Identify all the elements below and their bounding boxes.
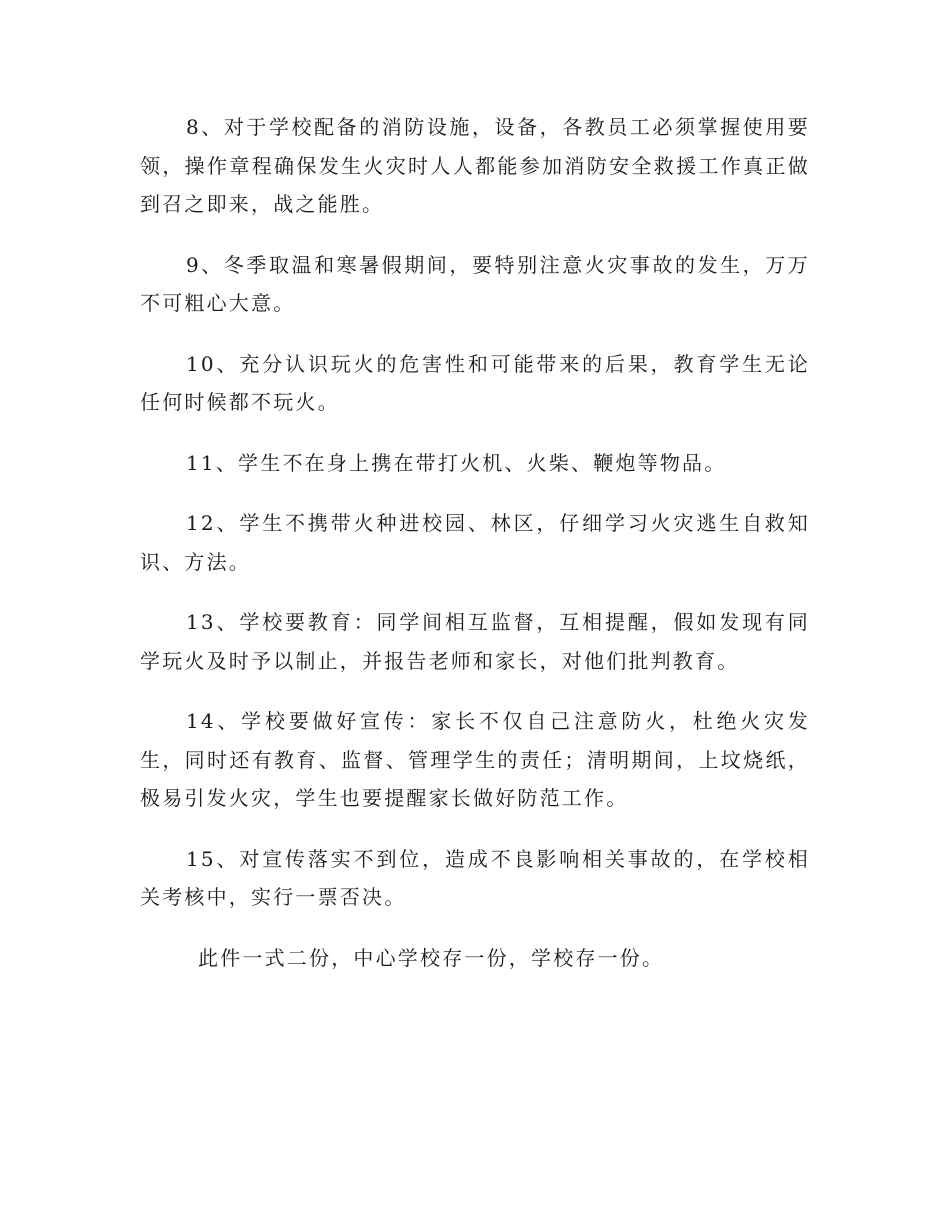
rule-item-9: 9、冬季取温和寒暑假期间，要特别注意火灾事故的发生，万万不可粗心大意。 (140, 252, 810, 315)
closing-note: 此件一式二份，中心学校存一份，学校存一份。 (198, 945, 665, 970)
rule-item-8: 8、对于学校配备的消防设施，设备，各教员工必须掌握使用要领，操作章程确保发生火灾时人人都能参加消防安全救援工作真正做到召之即来，战之能胜。 (140, 115, 810, 216)
rule-item-15: 15、对宣传落实不到位，造成不良影响相关事故的，在学校相关考核中，实行一票否决。 (140, 846, 810, 909)
rule-item-11: 11、学生不在身上携在带打火机、火柴、鞭炮等物品。 (186, 450, 727, 475)
rule-item-14: 14、学校要做好宣传：家长不仅自己注意防火，杜绝火灾发生，同时还有教育、监督、管理学生的责任；清明期间，上坟烧纸，极易引发火灾，学生也要提醒家长做好防范工作。 (140, 709, 810, 810)
rule-item-12: 12、学生不携带火种进校园、林区，仔细学习火灾逃生自救知识、方法。 (140, 511, 810, 574)
document-body (140, 108, 810, 999)
rule-item-13: 13、学校要教育：同学间相互监督，互相提醒，假如发现有同学玩火及时予以制止，并报告老师和家长，对他们批判教育。 (140, 610, 810, 673)
rule-item-10: 10、充分认识玩火的危害性和可能带来的后果，教育学生无论任何时候都不玩火。 (140, 351, 810, 414)
